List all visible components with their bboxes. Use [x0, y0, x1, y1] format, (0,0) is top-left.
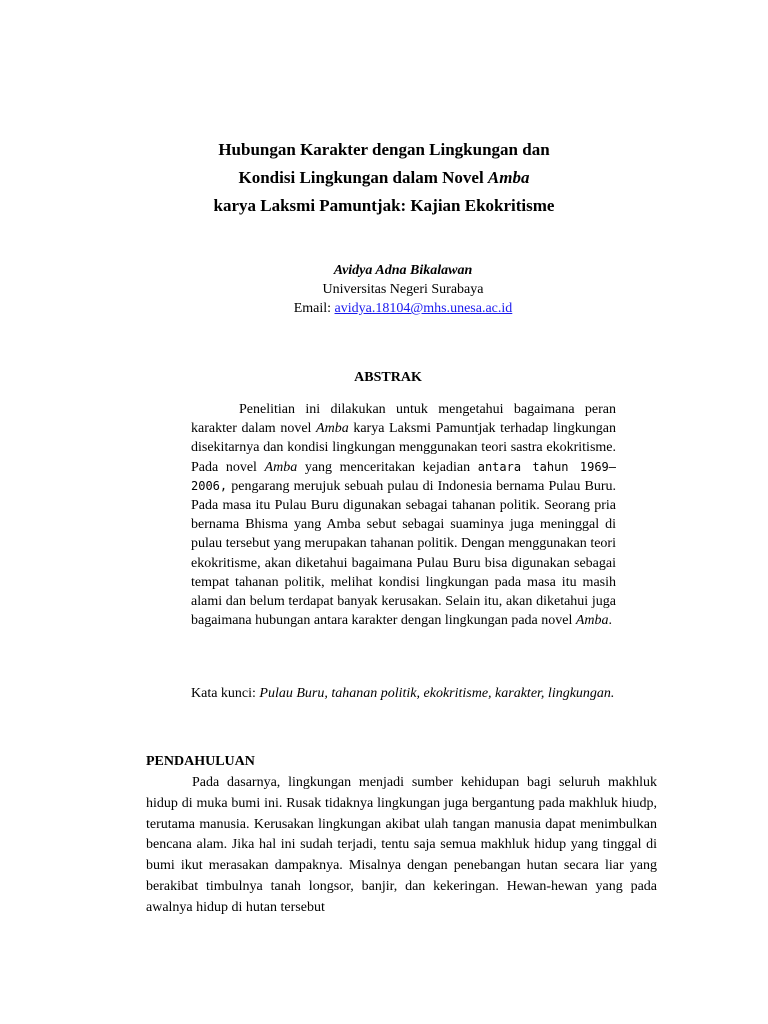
abstract-novel-1: Amba	[316, 421, 349, 437]
email-label: Email:	[293, 301, 335, 316]
abstract-mono-text: antara tahun 1969—2006,	[191, 459, 616, 493]
title-line-1: Hubungan Karakter dengan Lingkungan dan	[218, 140, 550, 159]
abstract-text-1: Penelitian ini dilakukan untuk mengetahui bagaimana peran karakter dalam novel	[191, 402, 616, 437]
abstract-text-4: pengarang merujuk sebuah pulau di Indonesia bernama Pulau Buru. Pada masa itu Pulau Buru digunakan sebagai tahanan politik. Seorang pria bernama Bhisma yang Amba sebut sebagai suaminya juga meninggal di pulau tersebut yang merupakan tahanan politik. Dengan menggunakan teori ekokritisme, akan diketahui bagaimana Pulau Buru bisa digunakan sebagai tempat tahanan politik, melihat kondisi lingkungan pada masa itu masih alami dan belum terdapat banyak kerusakan. Selain itu, akan diketahui juga bagaimana hubungan antara karakter dengan lingkungan pada novel	[191, 478, 616, 629]
author-affiliation: Universitas Negeri Surabaya	[322, 282, 484, 297]
keywords	[191, 684, 616, 703]
keywords-items: Pulau Buru, tahanan politik, ekokritisme, karakter, lingkungan.	[259, 686, 615, 701]
intro-paragraph: Pada dasarnya, lingkungan menjadi sumber kehidupan bagi seluruh makhluk hidup di muka bumi ini. Rusak tidaknya lingkungan juga bergantung pada makhluk hiudp, terutama manusia. Kerusakan lingkungan akibat ulah tangan manusia dapat menimbulkan bencana alam. Jika hal ini sudah terjadi, tentu saja semua makhluk hidup yang tinggal di bumi ikut merasakan dampaknya. Misalnya dengan penebangan hutan secara liar yang berakibat timbulnya tanah longsor, banjir, dan kekeringan. Hewan-hewan yang pada awalnya hidup di hutan tersebut	[146, 775, 657, 915]
abstract-text-2: karya Laksmi Pamuntjak terhadap lingkungan disekitarnya dan kondisi lingkungan menggunakan teori sastra ekokritisme. Pada novel	[191, 421, 616, 475]
author-block	[0, 261, 768, 318]
title-novel-name: Amba	[487, 168, 530, 187]
abstract-text-3: yang menceritakan kejadian	[297, 459, 478, 475]
section-heading-intro: PENDAHULUAN	[146, 754, 255, 769]
paper-title	[0, 136, 768, 220]
abstract-body	[191, 400, 616, 630]
keywords-label: Kata kunci:	[191, 686, 260, 701]
abstract-text-5: .	[608, 613, 613, 629]
intro-body	[146, 773, 657, 919]
abstract-paragraph	[191, 400, 616, 630]
email-link[interactable]: avidya.18104@mhs.unesa.ac.id	[334, 301, 513, 316]
title-line-2-text: Kondisi Lingkungan dalam Novel	[238, 168, 488, 187]
title-line-2	[0, 164, 768, 192]
abstract-heading: ABSTRAK	[354, 370, 422, 385]
abstract-novel-3: Amba	[575, 613, 609, 629]
title-line-3: karya Laksmi Pamuntjak: Kajian Ekokritisme	[213, 196, 555, 215]
abstract-novel-2: Amba	[264, 459, 298, 475]
author-email-line	[0, 299, 768, 318]
author-name: Avidya Adna Bikalawan	[333, 263, 473, 278]
